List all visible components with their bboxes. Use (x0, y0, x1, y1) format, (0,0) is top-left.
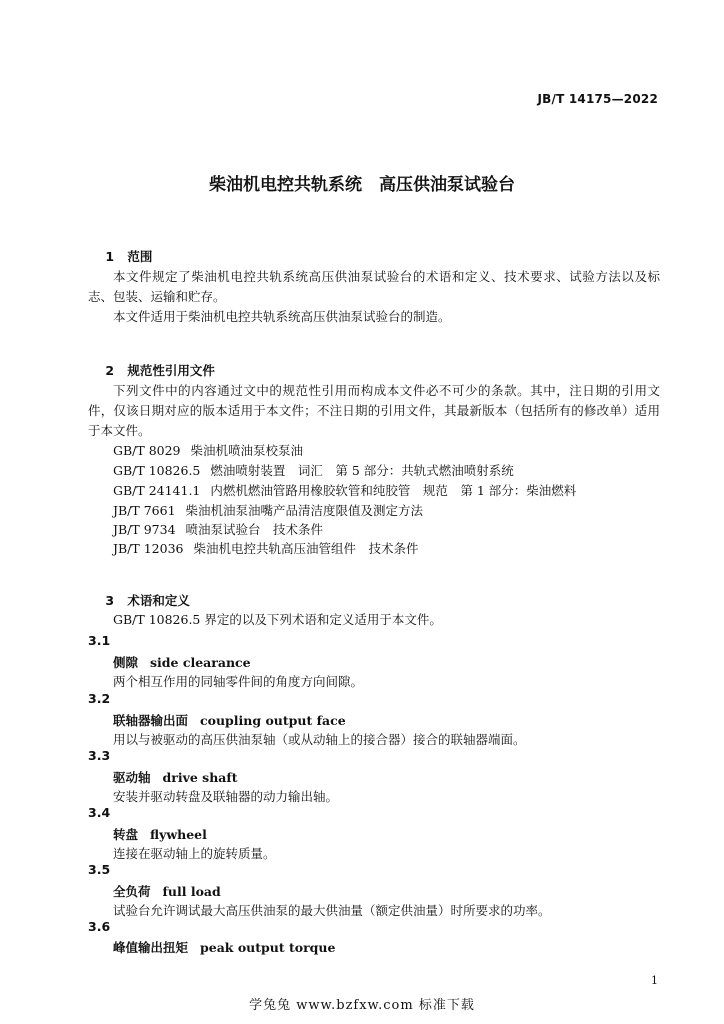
reference-code: JB/T 9734 (113, 522, 176, 537)
term-zh: 联轴器输出面 (113, 713, 189, 728)
references-intro: 下列文件中的内容通过文中的规范性引用而构成本文件必不可少的条款。其中，注日期的引用文件，仅该日期对应的版本适用于本文件；不注日期的引用文件，其最新版本（包括所有的修改单）适用于本文件。 (88, 383, 660, 438)
reference-title: 柴油机电控共轨高压油管组件 技术条件 (193, 541, 419, 556)
term-definition: 连接在驱动轴上的旋转质量。 (113, 846, 276, 861)
term-name (113, 711, 346, 729)
term-en: full load (162, 884, 221, 899)
reference-code: JB/T 12036 (113, 541, 184, 556)
scope-paragraph-1: 本文件规定了柴油机电控共轨系统高压供油泵试验台的术语和定义、技术要求、试验方法以及标志、包装、运输和贮存。 (88, 269, 660, 304)
term-number: 3.2 (88, 691, 111, 706)
term-name (113, 825, 207, 843)
term-name (113, 653, 251, 671)
reference-title: 燃油喷射装置 词汇 第 5 部分：共轨式燃油喷射系统 (210, 463, 514, 478)
section-title: 规范性引用文件 (127, 363, 215, 378)
footer-watermark[interactable]: 学兔兔 www.bzfxw.com 标准下载 (249, 998, 475, 1013)
reference-title: 柴油机油泵油嘴产品清洁度限值及测定方法 (185, 503, 424, 518)
reference-item (113, 461, 514, 479)
section-title: 范围 (127, 249, 153, 264)
term-en: drive shaft (162, 770, 238, 785)
term-definition: 用以与被驱动的高压供油泵轴（或从动轴上的接合器）接合的联轴器端面。 (113, 732, 526, 747)
term-number: 3.4 (88, 805, 111, 820)
reference-item (113, 481, 576, 499)
reference-item (113, 441, 303, 459)
reference-code: GB/T 10826.5 (113, 463, 201, 478)
document-title: 柴油机电控共轨系统 高压供油泵试验台 (209, 175, 515, 195)
reference-item (113, 539, 419, 557)
term-definition: 试验台允许调试最大高压供油泵的最大供油量（额定供油量）时所要求的功率。 (113, 903, 551, 918)
term-number: 3.5 (88, 862, 111, 877)
term-number: 3.6 (88, 919, 111, 934)
reference-title: 喷油泵试验台 技术条件 (185, 522, 324, 537)
term-zh: 转盘 (113, 827, 139, 842)
reference-title: 内燃机燃油管路用橡胶软管和纯胶管 规范 第 1 部分：柴油燃料 (210, 483, 577, 498)
reference-title: 柴油机喷油泵校泵油 (190, 443, 304, 458)
term-en: flywheel (150, 827, 207, 842)
scope-paragraph-2: 本文件适用于柴油机电控共轨系统高压供油泵试验台的制造。 (113, 309, 451, 324)
section-number: 2 (105, 363, 115, 378)
term-number: 3.3 (88, 748, 111, 763)
term-zh: 驱动轴 (113, 770, 151, 785)
section-number: 1 (105, 249, 115, 264)
terms-intro: GB/T 10826.5 界定的以及下列术语和定义适用于本文件。 (113, 612, 442, 627)
section-number: 3 (105, 593, 115, 608)
reference-item (113, 501, 423, 519)
term-definition: 两个相互作用的同轴零件间的角度方向间隙。 (113, 674, 364, 689)
term-definition: 安装并驱动转盘及联轴器的动力输出轴。 (113, 789, 339, 804)
term-name (113, 882, 221, 900)
term-zh: 全负荷 (113, 884, 151, 899)
reference-code: GB/T 8029 (113, 443, 181, 458)
term-number: 3.1 (88, 633, 111, 648)
standard-code: JB/T 14175—2022 (537, 92, 658, 106)
page-number: 1 (651, 974, 658, 987)
reference-item (113, 520, 323, 538)
term-en: peak output torque (200, 940, 336, 955)
term-zh: 侧隙 (113, 655, 139, 670)
reference-code: GB/T 24141.1 (113, 483, 201, 498)
term-name (113, 938, 335, 956)
term-name (113, 768, 238, 786)
term-en: side clearance (150, 655, 251, 670)
section-title: 术语和定义 (127, 593, 190, 608)
reference-code: JB/T 7661 (113, 503, 176, 518)
term-zh: 峰值输出扭矩 (113, 940, 189, 955)
term-en: coupling output face (200, 713, 346, 728)
